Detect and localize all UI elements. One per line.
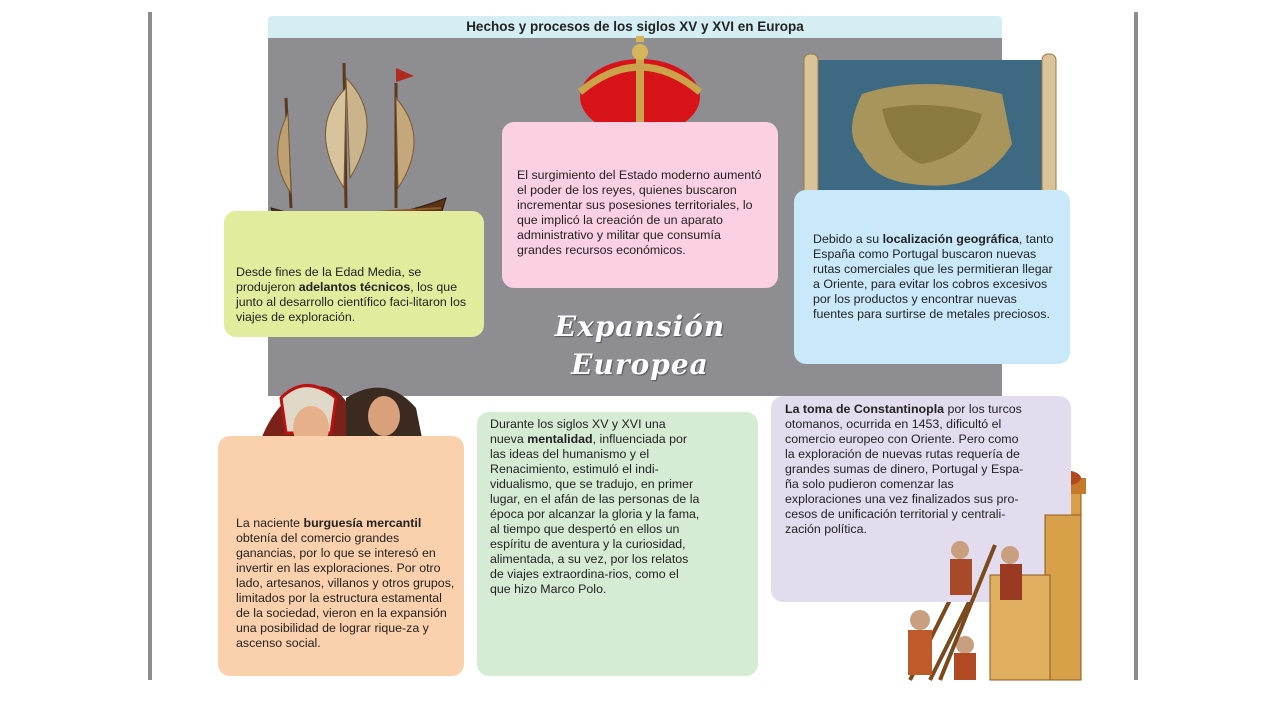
box-modern-state-text: El surgimiento del Estado moderno aumentó el poder de los reyes, quienes buscaron incrementar sus posesiones territoriales, lo que implicó la creación de un aparato administrativo y militar que consumía grandes recursos económicos. (517, 168, 762, 257)
right-border (1134, 12, 1138, 680)
box-constantinople-text: La toma de Constantinopla por los turcos otomanos, ocurrida en 1453, dificultó el comercio europeo con Oriente. Pero como la exploración de nuevas rutas requería de grandes sumas de dinero, Portugal y Espa-ña solo pudieron comenzar las exploraciones una vez finalizados sus pro-cesos de unificación territorial y centrali-zación política. (785, 402, 1024, 536)
box-geographic-location (794, 190, 1070, 364)
left-border (148, 12, 152, 680)
center-title (530, 308, 750, 384)
box-modern-state (502, 122, 778, 288)
page-title: Hechos y procesos de los siglos XV y XVI en Europa (268, 16, 1002, 38)
box-merchant-bourgeoisie-text: La naciente burguesía mercantil obtenía del comercio grandes ganancias, por lo que se interesó en invertir en las exploraciones. Por otro lado, artesanos, villanos y otros grupos, limitados por la estructura estamental de la sociedad, vieron en la expansión una posibilidad de lograr rique-za y ascenso social. (236, 516, 455, 650)
box-new-mentality-text: Durante los siglos XV y XVI una nueva mentalidad, influenciada por las ideas del humanismo y el Renacimiento, estimuló el indi-vidualismo, que se tradujo, en primer lugar, en el afán de las personas de la época por alcanzar la gloria y la fama, al tiempo que despertó en ellos un espíritu de aventura y la curiosidad, alimentada, a su vez, por los relatos de viajes extraordina-rios, como el que hizo Marco Polo. (490, 417, 700, 596)
box-technical-advances (224, 211, 484, 337)
siege-overlay (940, 515, 1100, 680)
box-merchant-bourgeoisie (218, 436, 464, 676)
box-geographic-location-text: Debido a su localización geográfica, tanto España como Portugal buscaron nuevas rutas comerciales que les permitieran llegar a Oriente, para evitar los cobros excesivos por los productos y encontrar nuevas fuentes para surtirse de metales preciosos. (813, 232, 1054, 321)
box-new-mentality (477, 412, 758, 676)
center-title-line1: Expansión (554, 310, 726, 343)
center-title-line2: Europea (571, 348, 709, 381)
box-technical-advances-text: Desde fines de la Edad Media, se produjeron adelantos técnicos, los que junto al desarrollo científico faci-litaron los viajes de exploración. (236, 265, 467, 324)
